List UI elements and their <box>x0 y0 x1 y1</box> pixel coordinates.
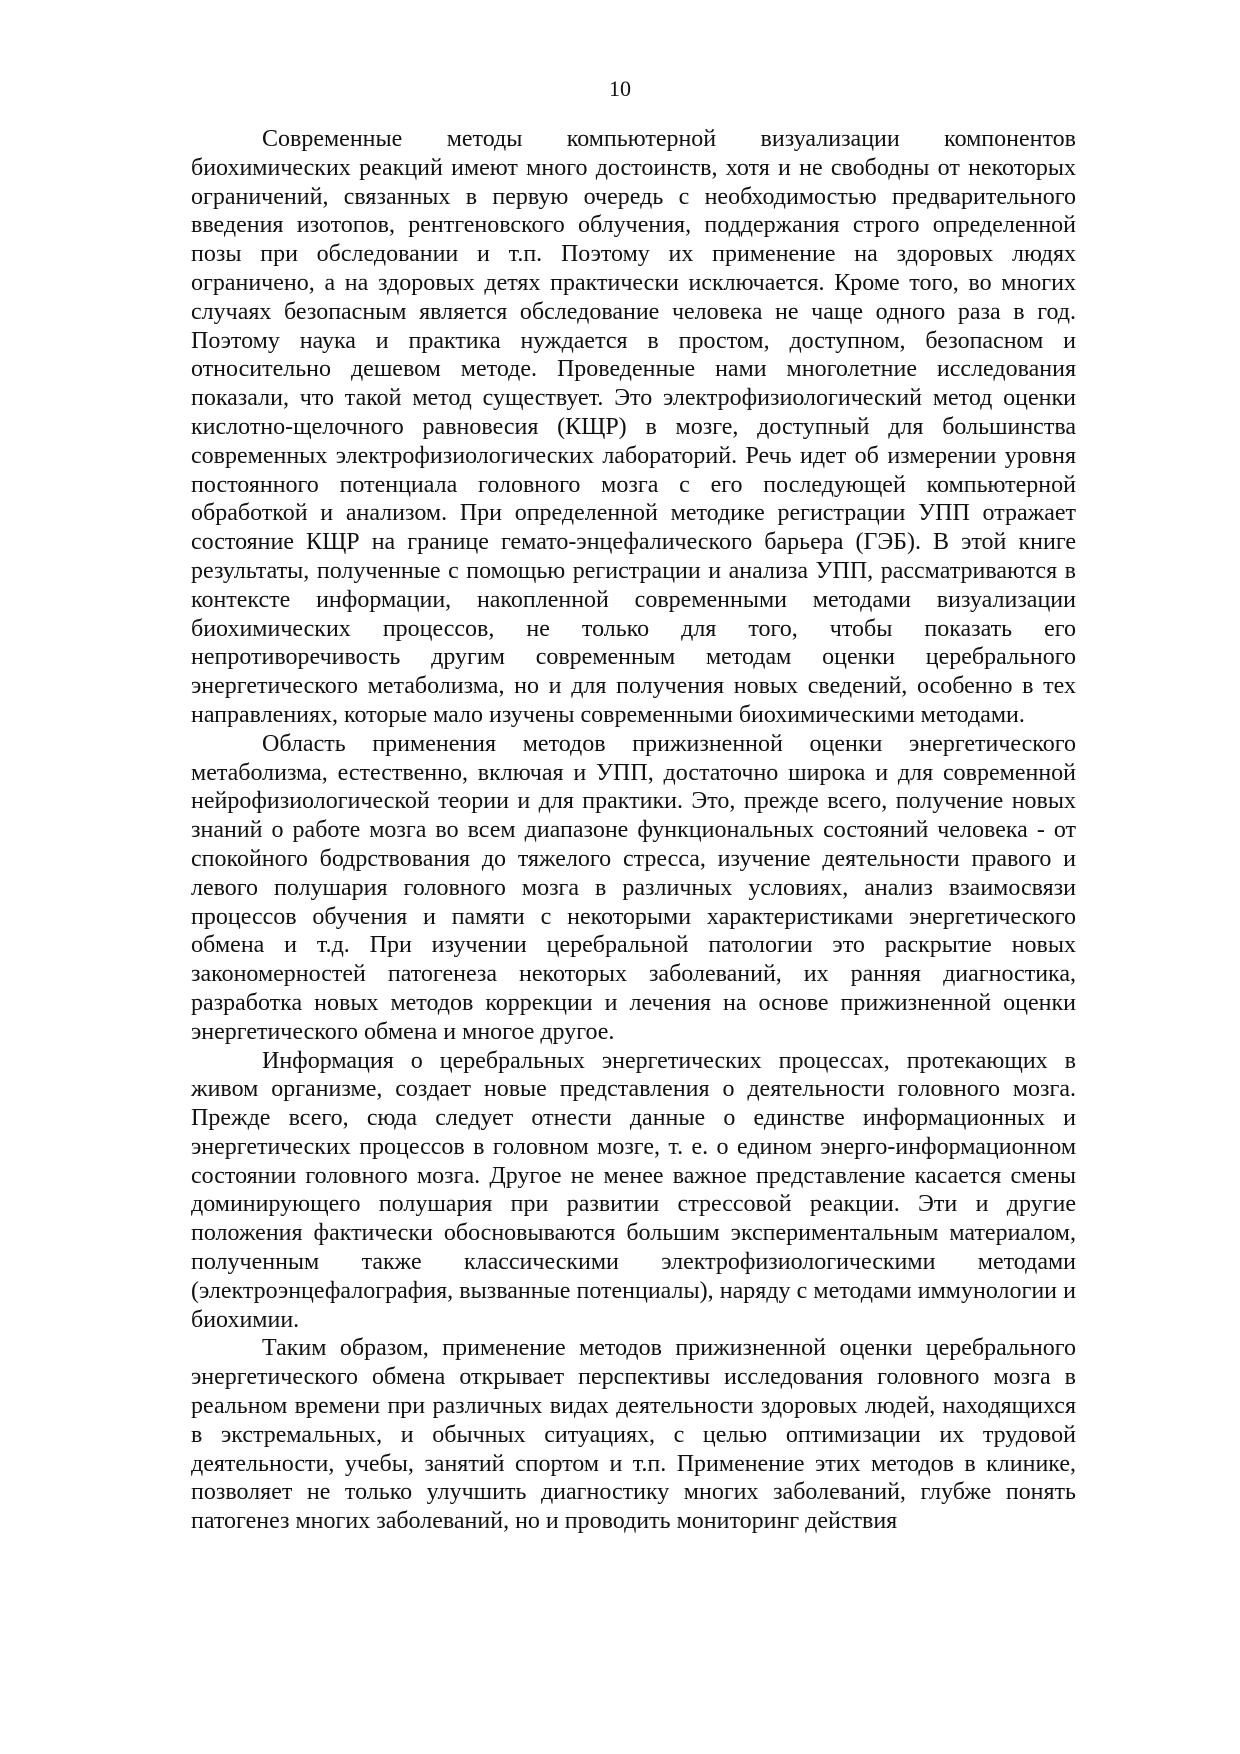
paragraph-1: Современные методы компьютерной визуализации компонентов биохимических реакций имеют много достоинств, хотя и не свободны от некоторых ограничений, связанных в первую очередь с необходимостью предварительного введения изотопов, рентгеновского облучения, поддержания строго определенной позы при обследовании и т.п. Поэтому их применение на здоровых людях ограничено, а на здоровых детях практически исключается. Кроме того, во многих случаях безопасным является обследование человека не чаще одного раза в год. Поэтому наука и практика нуждается в простом, доступном, безопасном и относительно дешевом методе. Проведенные нами многолетние исследования показали, что такой метод существует. Это электрофизиологический метод оценки кислотно-щелочного равновесия (КЩР) в мозге, доступный для большинства современных электрофизиологических лабораторий. Речь идет об измерении уровня постоянного потенциала головного мозга с его последующей компьютерной обработкой и анализом. При определенной методике регистрации УПП отражает состояние КЩР на границе гемато-энцефалического барьера (ГЭБ). В этой книге результаты, полученные с помощью регистрации и анализа УПП, рассматриваются в контексте информации, накопленной современными методами визуализации биохимических процессов, не только для того, чтобы показать его непротиворечивость другим современным методам оценки церебрального энергетического метаболизма, но и для получения новых сведений, особенно в тех направлениях, которые мало изучены современными биохимическими методами. <box>191 126 1076 728</box>
paragraph-4: Таким образом, применение методов прижизненной оценки церебрального энергетического обмена открывает перспективы исследования головного мозга в реальном времени при различных видах деятельности здоровых людей, находящихся в экстремальных, и обычных ситуациях, с целью оптимизации их трудовой деятельности, учебы, занятий спортом и т.п. Применение этих методов в клинике, позволяет не только улучшить диагностику многих заболеваний, глубже понять патогенез многих заболеваний, но и проводить мониторинг действия <box>191 1335 1076 1535</box>
paragraph-3: Информация о церебральных энергетических процессах, протекающих в живом организме, создает новые представления о деятельности головного мозга. Прежде всего, сюда следует отнести данные о единстве информационных и энергетических процессов в головном мозге, т. е. о едином энерго-информационном состоянии головного мозга. Другое не менее важное представление касается смены доминирующего полушария при развитии стрессовой реакции. Эти и другие положения фактически обосновываются большим экспериментальным материалом, полученным также классическими электрофизиологическими методами (электроэнцефалография, вызванные потенциалы), наряду с методами иммунологии и биохимии. <box>191 1047 1076 1333</box>
page-number: 10 <box>609 76 631 101</box>
paragraph-2: Область применения методов прижизненной оценки энергетического метаболизма, естественно, включая и УПП, достаточно широка и для современной нейрофизиологической теории и для практики. Это, прежде всего, получение новых знаний о работе мозга во всем диапазоне функциональных состояний человека - от спокойного бодрствования до тяжелого стресса, изучение деятельности правого и левого полушария головного мозга в различных условиях, анализ взаимосвязи процессов обучения и памяти с некоторыми характеристиками энергетического обмена и т.д. При изучении церебральной патологии это раскрытие новых закономерностей патогенеза некоторых заболеваний, их ранняя диагностика, разработка новых методов коррекции и лечения на основе прижизненной оценки энергетического обмена и многое другое. <box>191 730 1076 1045</box>
text-body <box>191 125 1076 1536</box>
